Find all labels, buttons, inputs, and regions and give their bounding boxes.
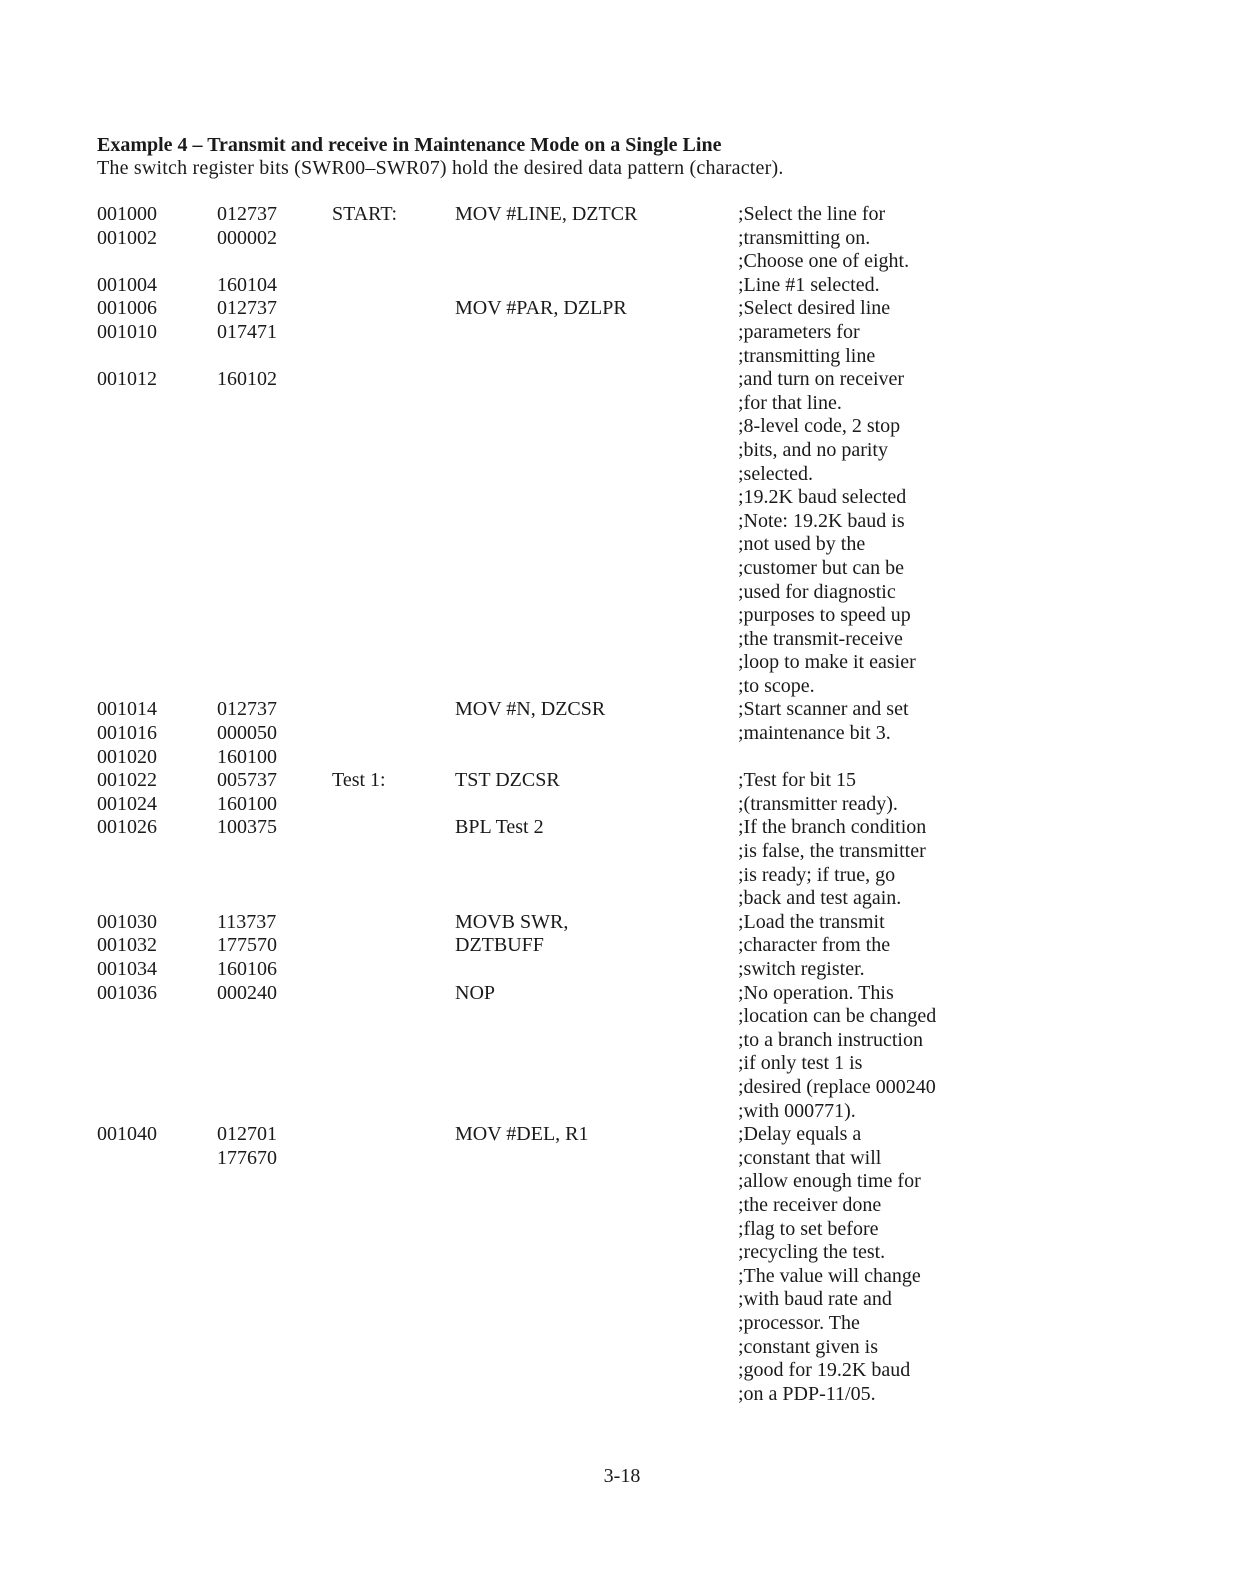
comment-cell: ;19.2K baud selected xyxy=(738,486,907,509)
listing-row xyxy=(0,297,1244,321)
comment-cell: ;to a branch instruction xyxy=(738,1028,923,1051)
listing-row xyxy=(0,1383,1244,1407)
listing-row xyxy=(0,1359,1244,1383)
comment-cell: ;selected. xyxy=(738,462,813,485)
listing-row xyxy=(0,463,1244,487)
comment-cell: ;transmitting on. xyxy=(738,226,871,249)
listing-row xyxy=(0,557,1244,581)
octal-code-cell: 012737 xyxy=(217,297,277,320)
octal-code-cell: 017471 xyxy=(217,320,277,343)
comment-cell: ;flag to set before xyxy=(738,1217,879,1240)
octal-code-cell: 012737 xyxy=(217,203,277,225)
address-cell: 001040 xyxy=(97,1123,157,1146)
comment-cell: ;constant given is xyxy=(738,1335,878,1358)
octal-code-cell: 000002 xyxy=(217,226,277,249)
comment-cell: ;used for diagnostic xyxy=(738,580,896,603)
address-cell: 001004 xyxy=(97,273,157,296)
comment-cell: ;Start scanner and set xyxy=(738,698,909,721)
instruction-cell: DZTBUFF xyxy=(455,934,544,957)
octal-code-cell: 177570 xyxy=(217,934,277,957)
comment-cell: ;processor. The xyxy=(738,1311,860,1334)
example-title: Example 4 – Transmit and receive in Maintenance Mode on a Single Line xyxy=(97,134,722,156)
octal-code-cell: 160106 xyxy=(217,958,277,980)
comment-cell: ;constant that will xyxy=(738,1146,882,1169)
address-cell: 001022 xyxy=(97,769,157,792)
comment-cell: ;Load the transmit xyxy=(738,910,885,933)
listing-row xyxy=(0,769,1244,793)
comment-cell: ;If the branch condition xyxy=(738,816,927,839)
listing-row xyxy=(0,581,1244,605)
listing-row xyxy=(0,1123,1244,1147)
listing-row xyxy=(0,1076,1244,1100)
octal-code-cell: 160104 xyxy=(217,273,277,296)
octal-code-cell: 012737 xyxy=(217,698,277,721)
comment-cell: ;Select the line for xyxy=(738,203,886,225)
instruction-cell: MOVB SWR, xyxy=(455,910,569,933)
comment-cell: ;maintenance bit 3. xyxy=(738,722,891,745)
comment-cell: ;No operation. This xyxy=(738,981,894,1004)
address-cell: 001014 xyxy=(97,698,157,721)
label-cell: Test 1: xyxy=(332,769,386,792)
listing-row xyxy=(0,274,1244,298)
listing-row xyxy=(0,651,1244,675)
instruction-cell: TST DZCSR xyxy=(455,769,560,792)
comment-cell: ;good for 19.2K baud xyxy=(738,1359,911,1382)
listing-row xyxy=(0,533,1244,557)
comment-cell: ;if only test 1 is xyxy=(738,1052,863,1075)
comment-cell: ;parameters for xyxy=(738,320,860,343)
comment-cell: ;allow enough time for xyxy=(738,1170,921,1193)
address-cell: 001024 xyxy=(97,792,157,815)
comment-cell: ;the transmit-receive xyxy=(738,627,903,650)
comment-cell: ;back and test again. xyxy=(738,887,902,910)
assembly-listing xyxy=(0,203,1244,1406)
octal-code-cell: 160100 xyxy=(217,792,277,815)
address-cell: 001010 xyxy=(97,320,157,343)
listing-row xyxy=(0,1052,1244,1076)
listing-row xyxy=(0,722,1244,746)
listing-row xyxy=(0,982,1244,1006)
comment-cell: ;loop to make it easier xyxy=(738,651,916,674)
comment-cell: ;for that line. xyxy=(738,391,842,414)
instruction-cell: BPL Test 2 xyxy=(455,816,544,839)
listing-row xyxy=(0,934,1244,958)
listing-row xyxy=(0,793,1244,817)
listing-row xyxy=(0,816,1244,840)
octal-code-cell: 113737 xyxy=(217,910,277,933)
listing-row xyxy=(0,887,1244,911)
address-cell: 001036 xyxy=(97,981,157,1004)
comment-cell: ;with baud rate and xyxy=(738,1288,892,1311)
listing-row xyxy=(0,1194,1244,1218)
address-cell: 001034 xyxy=(97,958,157,980)
label-cell: START: xyxy=(332,203,398,225)
listing-row xyxy=(0,1100,1244,1124)
address-cell: 001032 xyxy=(97,934,157,957)
address-cell: 001012 xyxy=(97,368,157,391)
comment-cell: ;purposes to speed up xyxy=(738,604,911,627)
address-cell: 001030 xyxy=(97,910,157,933)
listing-row xyxy=(0,1218,1244,1242)
listing-row xyxy=(0,604,1244,628)
address-cell: 001026 xyxy=(97,816,157,839)
address-cell: 001006 xyxy=(97,297,157,320)
comment-cell: ;Choose one of eight. xyxy=(738,250,910,273)
comment-cell: ;The value will change xyxy=(738,1264,921,1287)
comment-cell: ;Line #1 selected. xyxy=(738,273,880,296)
octal-code-cell: 012701 xyxy=(217,1123,277,1146)
listing-row xyxy=(0,1170,1244,1194)
instruction-cell: MOV #N, DZCSR xyxy=(455,698,606,721)
listing-row xyxy=(0,321,1244,345)
listing-row xyxy=(0,628,1244,652)
octal-code-cell: 000240 xyxy=(217,981,277,1004)
comment-cell: ;Note: 19.2K baud is xyxy=(738,509,905,532)
listing-row xyxy=(0,415,1244,439)
listing-row xyxy=(0,840,1244,864)
listing-row xyxy=(0,675,1244,699)
listing-row xyxy=(0,439,1244,463)
comment-cell: ;switch register. xyxy=(738,958,865,980)
listing-row xyxy=(0,746,1244,770)
address-cell: 001016 xyxy=(97,722,157,745)
comment-cell: ;on a PDP-11/05. xyxy=(738,1382,876,1405)
listing-row xyxy=(0,1241,1244,1265)
comment-cell: ;to scope. xyxy=(738,674,815,697)
comment-cell: ;is false, the transmitter xyxy=(738,840,926,863)
instruction-cell: NOP xyxy=(455,981,496,1004)
octal-code-cell: 000050 xyxy=(217,722,277,745)
comment-cell: ;customer but can be xyxy=(738,556,905,579)
comment-cell: ;Delay equals a xyxy=(738,1123,862,1146)
instruction-cell: MOV #LINE, DZTCR xyxy=(455,203,638,225)
listing-row xyxy=(0,1288,1244,1312)
listing-row xyxy=(0,227,1244,251)
address-cell: 001000 xyxy=(97,203,157,225)
page-number: 3-18 xyxy=(603,1465,641,1487)
comment-cell: ;transmitting line xyxy=(738,344,876,367)
address-cell: 001020 xyxy=(97,745,157,768)
listing-row xyxy=(0,510,1244,534)
octal-code-cell: 100375 xyxy=(217,816,277,839)
octal-code-cell: 160102 xyxy=(217,368,277,391)
octal-code-cell: 160100 xyxy=(217,745,277,768)
listing-row xyxy=(0,1265,1244,1289)
listing-row xyxy=(0,698,1244,722)
listing-row xyxy=(0,368,1244,392)
comment-cell: ;with 000771). xyxy=(738,1099,856,1122)
comment-cell: ;8-level code, 2 stop xyxy=(738,415,901,438)
comment-cell: ;is ready; if true, go xyxy=(738,863,896,886)
octal-code-cell: 005737 xyxy=(217,769,277,792)
comment-cell: ;not used by the xyxy=(738,533,866,556)
listing-row xyxy=(0,1147,1244,1171)
instruction-cell: MOV #DEL, R1 xyxy=(455,1123,589,1146)
listing-row xyxy=(0,486,1244,510)
comment-cell: ;recycling the test. xyxy=(738,1241,886,1264)
listing-row xyxy=(0,911,1244,935)
listing-row xyxy=(0,1005,1244,1029)
comment-cell: ;and turn on receiver xyxy=(738,368,905,391)
listing-row xyxy=(0,345,1244,369)
listing-row xyxy=(0,864,1244,888)
listing-row xyxy=(0,1336,1244,1360)
comment-cell: ;bits, and no parity xyxy=(738,438,888,461)
octal-code-cell: 177670 xyxy=(217,1146,277,1169)
comment-cell: ;desired (replace 000240 xyxy=(738,1075,936,1098)
listing-row xyxy=(0,250,1244,274)
listing-row xyxy=(0,958,1244,982)
address-cell: 001002 xyxy=(97,226,157,249)
listing-row xyxy=(0,392,1244,416)
example-description: The switch register bits (SWR00–SWR07) hold the desired data pattern (character). xyxy=(97,157,784,179)
comment-cell: ;Select desired line xyxy=(738,297,891,320)
comment-cell: ;location can be changed xyxy=(738,1005,937,1028)
listing-row xyxy=(0,1029,1244,1053)
comment-cell: ;Test for bit 15 xyxy=(738,769,857,792)
comment-cell: ;(transmitter ready). xyxy=(738,792,898,815)
comment-cell: ;the receiver done xyxy=(738,1193,882,1216)
listing-row xyxy=(0,203,1244,227)
comment-cell: ;character from the xyxy=(738,934,891,957)
instruction-cell: MOV #PAR, DZLPR xyxy=(455,297,627,320)
listing-row xyxy=(0,1312,1244,1336)
